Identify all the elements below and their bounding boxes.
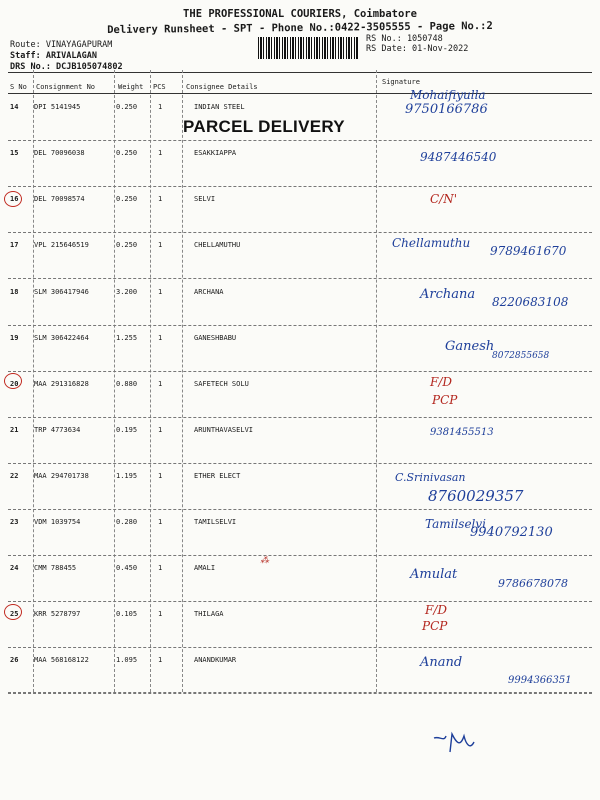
handwritten-signature: Tamilselvi [425, 517, 486, 531]
handwritten-phone: PCP [432, 393, 458, 407]
row-sno: 24 [10, 564, 19, 572]
row-consignee: TAMILSELVI [194, 518, 237, 526]
handwritten-signature: Chellamuthu [392, 236, 471, 250]
row-sno: 16 [10, 195, 19, 203]
row-weight: 3.200 [116, 288, 138, 296]
red-circle-mark [4, 604, 22, 620]
handwritten-signature: F/D [425, 603, 447, 617]
table-row [8, 647, 592, 694]
row-sno: 22 [10, 472, 19, 480]
handwritten-signature: C.Srinivasan [395, 471, 466, 484]
table-row [8, 601, 592, 648]
row-consignment-no: MAA 291316828 [34, 380, 89, 388]
row-pcs: 1 [158, 241, 163, 249]
company-title: THE PROFESSIONAL COURIERS, Coimbatore [183, 8, 417, 20]
row-consignee: ARCHANA [194, 288, 224, 296]
row-consignment-no: MAA 294701738 [34, 472, 89, 480]
row-pcs: 1 [158, 656, 163, 664]
handwritten-phone: 9789461670 [490, 244, 567, 258]
row-sno: 17 [10, 241, 19, 249]
row-weight: 1.095 [116, 656, 138, 664]
row-weight: 0.450 [116, 564, 138, 572]
row-consignee: SAFETECH SOLU [194, 380, 249, 388]
handwritten-signature: Anand [420, 655, 463, 670]
row-consignee: THILAGA [194, 610, 224, 618]
row-weight: 1.195 [116, 472, 138, 480]
row-weight: 0.250 [116, 149, 138, 157]
row-sno: 14 [10, 103, 19, 111]
row-consignment-no: SLM 306417946 [34, 288, 89, 296]
table-row [8, 371, 592, 418]
row-consignment-no: CMM 788455 [34, 564, 77, 572]
row-consignee: CHELLAMUTHU [194, 241, 241, 249]
row-consignee: ESAKKIAPPA [194, 149, 237, 157]
row-consignment-no: MAA 568168122 [34, 656, 89, 664]
col-sno: S No [10, 83, 27, 91]
row-weight: 0.250 [116, 195, 138, 203]
row-consignment-no: VPL 215646519 [34, 241, 89, 249]
row-consignment-no: SLM 306422464 [34, 334, 89, 342]
row-consignment-no: KRR 5278797 [34, 610, 81, 618]
row-pcs: 1 [158, 610, 163, 618]
row-sno: 23 [10, 518, 19, 526]
handwritten-phone: 9940792130 [470, 525, 553, 540]
red-circle-mark [4, 191, 22, 207]
row-sno: 18 [10, 288, 19, 296]
staff-label: Staff: ARIVALAGAN [10, 51, 97, 61]
row-consignee: ETHER ELECT [194, 472, 241, 480]
handwritten-signature: Mohaifiyulla [410, 88, 486, 102]
handwritten-signature: Archana [420, 287, 476, 302]
runsheet-title: Delivery Runsheet - SPT - Phone No.:0422-3505555 - Page No.:2 [107, 19, 493, 37]
handwritten-phone: 8072855658 [492, 351, 550, 361]
col-consignee: Consignee Details [186, 83, 258, 91]
route-label: Route: VINAYAGAPURAM [10, 40, 113, 50]
table-row [8, 325, 592, 372]
handwritten-signature: C/N' [430, 192, 458, 206]
table-top-line [8, 72, 592, 73]
row-weight: 0.250 [116, 241, 138, 249]
rs-number: RS No.: 1050748 [366, 34, 443, 44]
row-sno: 21 [10, 426, 19, 434]
table-row [8, 140, 592, 187]
row-consignment-no: TRP 4773634 [34, 426, 81, 434]
red-circle-mark [4, 373, 22, 389]
row-weight: 0.105 [116, 610, 138, 618]
row-consignee: SELVI [194, 195, 216, 203]
row-consignee: INDIAN STEEL [194, 103, 245, 111]
row-pcs: 1 [158, 426, 163, 434]
handwritten-phone: 9487446540 [420, 150, 497, 164]
table-row [8, 232, 592, 279]
row-pcs: 1 [158, 195, 163, 203]
row-pcs: 1 [158, 518, 163, 526]
col-consignment: Consignment No [36, 83, 96, 91]
initial-scribble [430, 728, 480, 758]
row-consignment-no: DPI 5141945 [34, 103, 81, 111]
handwritten-phone: 9994366351 [508, 675, 572, 686]
handwritten-phone: 8220683108 [492, 295, 569, 309]
row-pcs: 1 [158, 380, 163, 388]
table-row [8, 509, 592, 556]
row-weight: 0.195 [116, 426, 138, 434]
row-pcs: 1 [158, 472, 163, 480]
table-row [8, 417, 592, 464]
row-sno: 26 [10, 656, 19, 664]
row-sno: 19 [10, 334, 19, 342]
drs-number: DRS No.: DCJB105074802 [10, 62, 123, 72]
handwritten-signature: F/D [430, 375, 452, 389]
row-weight: 1.255 [116, 334, 138, 342]
row-pcs: 1 [158, 564, 163, 572]
row-consignee: AMALI [194, 564, 216, 572]
red-scribble-mark: ⁂ [260, 556, 269, 566]
col-pcs: PCS [153, 83, 166, 91]
row-consignment-no: DEL 70096038 [34, 149, 85, 157]
row-pcs: 1 [158, 334, 163, 342]
handwritten-phone: 9786678078 [498, 577, 568, 590]
table-bottom-line [8, 692, 592, 693]
row-sno: 20 [10, 380, 19, 388]
row-weight: 0.280 [116, 518, 138, 526]
row-consignee: ANANDKUMAR [194, 656, 237, 664]
handwritten-signature: Ganesh [445, 339, 495, 354]
table-row [8, 279, 592, 326]
row-consignment-no: DEL 70098574 [34, 195, 85, 203]
row-pcs: 1 [158, 103, 163, 111]
handwritten-phone: 9750166786 [405, 102, 488, 117]
row-sno: 15 [10, 149, 19, 157]
handwritten-phone: 8760029357 [428, 487, 524, 505]
row-pcs: 1 [158, 288, 163, 296]
table-row [8, 186, 592, 233]
handwritten-phone: 9381455513 [430, 427, 494, 438]
col-weight: Weight [118, 83, 144, 91]
handwritten-phone: PCP [422, 619, 448, 633]
row-weight: 0.250 [116, 103, 138, 111]
rs-date: RS Date: 01-Nov-2022 [366, 44, 469, 54]
table-row [8, 555, 592, 602]
row-consignee: ARUNTHAVASELVI [194, 426, 254, 434]
barcode [258, 37, 358, 59]
table-row [8, 463, 592, 510]
handwritten-signature: Amulat [410, 567, 458, 582]
row-weight: 0.880 [116, 380, 138, 388]
row-sno: 25 [10, 610, 19, 618]
row-consignment-no: VDM 1039754 [34, 518, 81, 526]
row-consignee: GANESHBABU [194, 334, 237, 342]
row-pcs: 1 [158, 149, 163, 157]
parcel-delivery-stamp: PARCEL DELIVERY [183, 117, 345, 136]
col-signature: Signature [382, 78, 420, 86]
